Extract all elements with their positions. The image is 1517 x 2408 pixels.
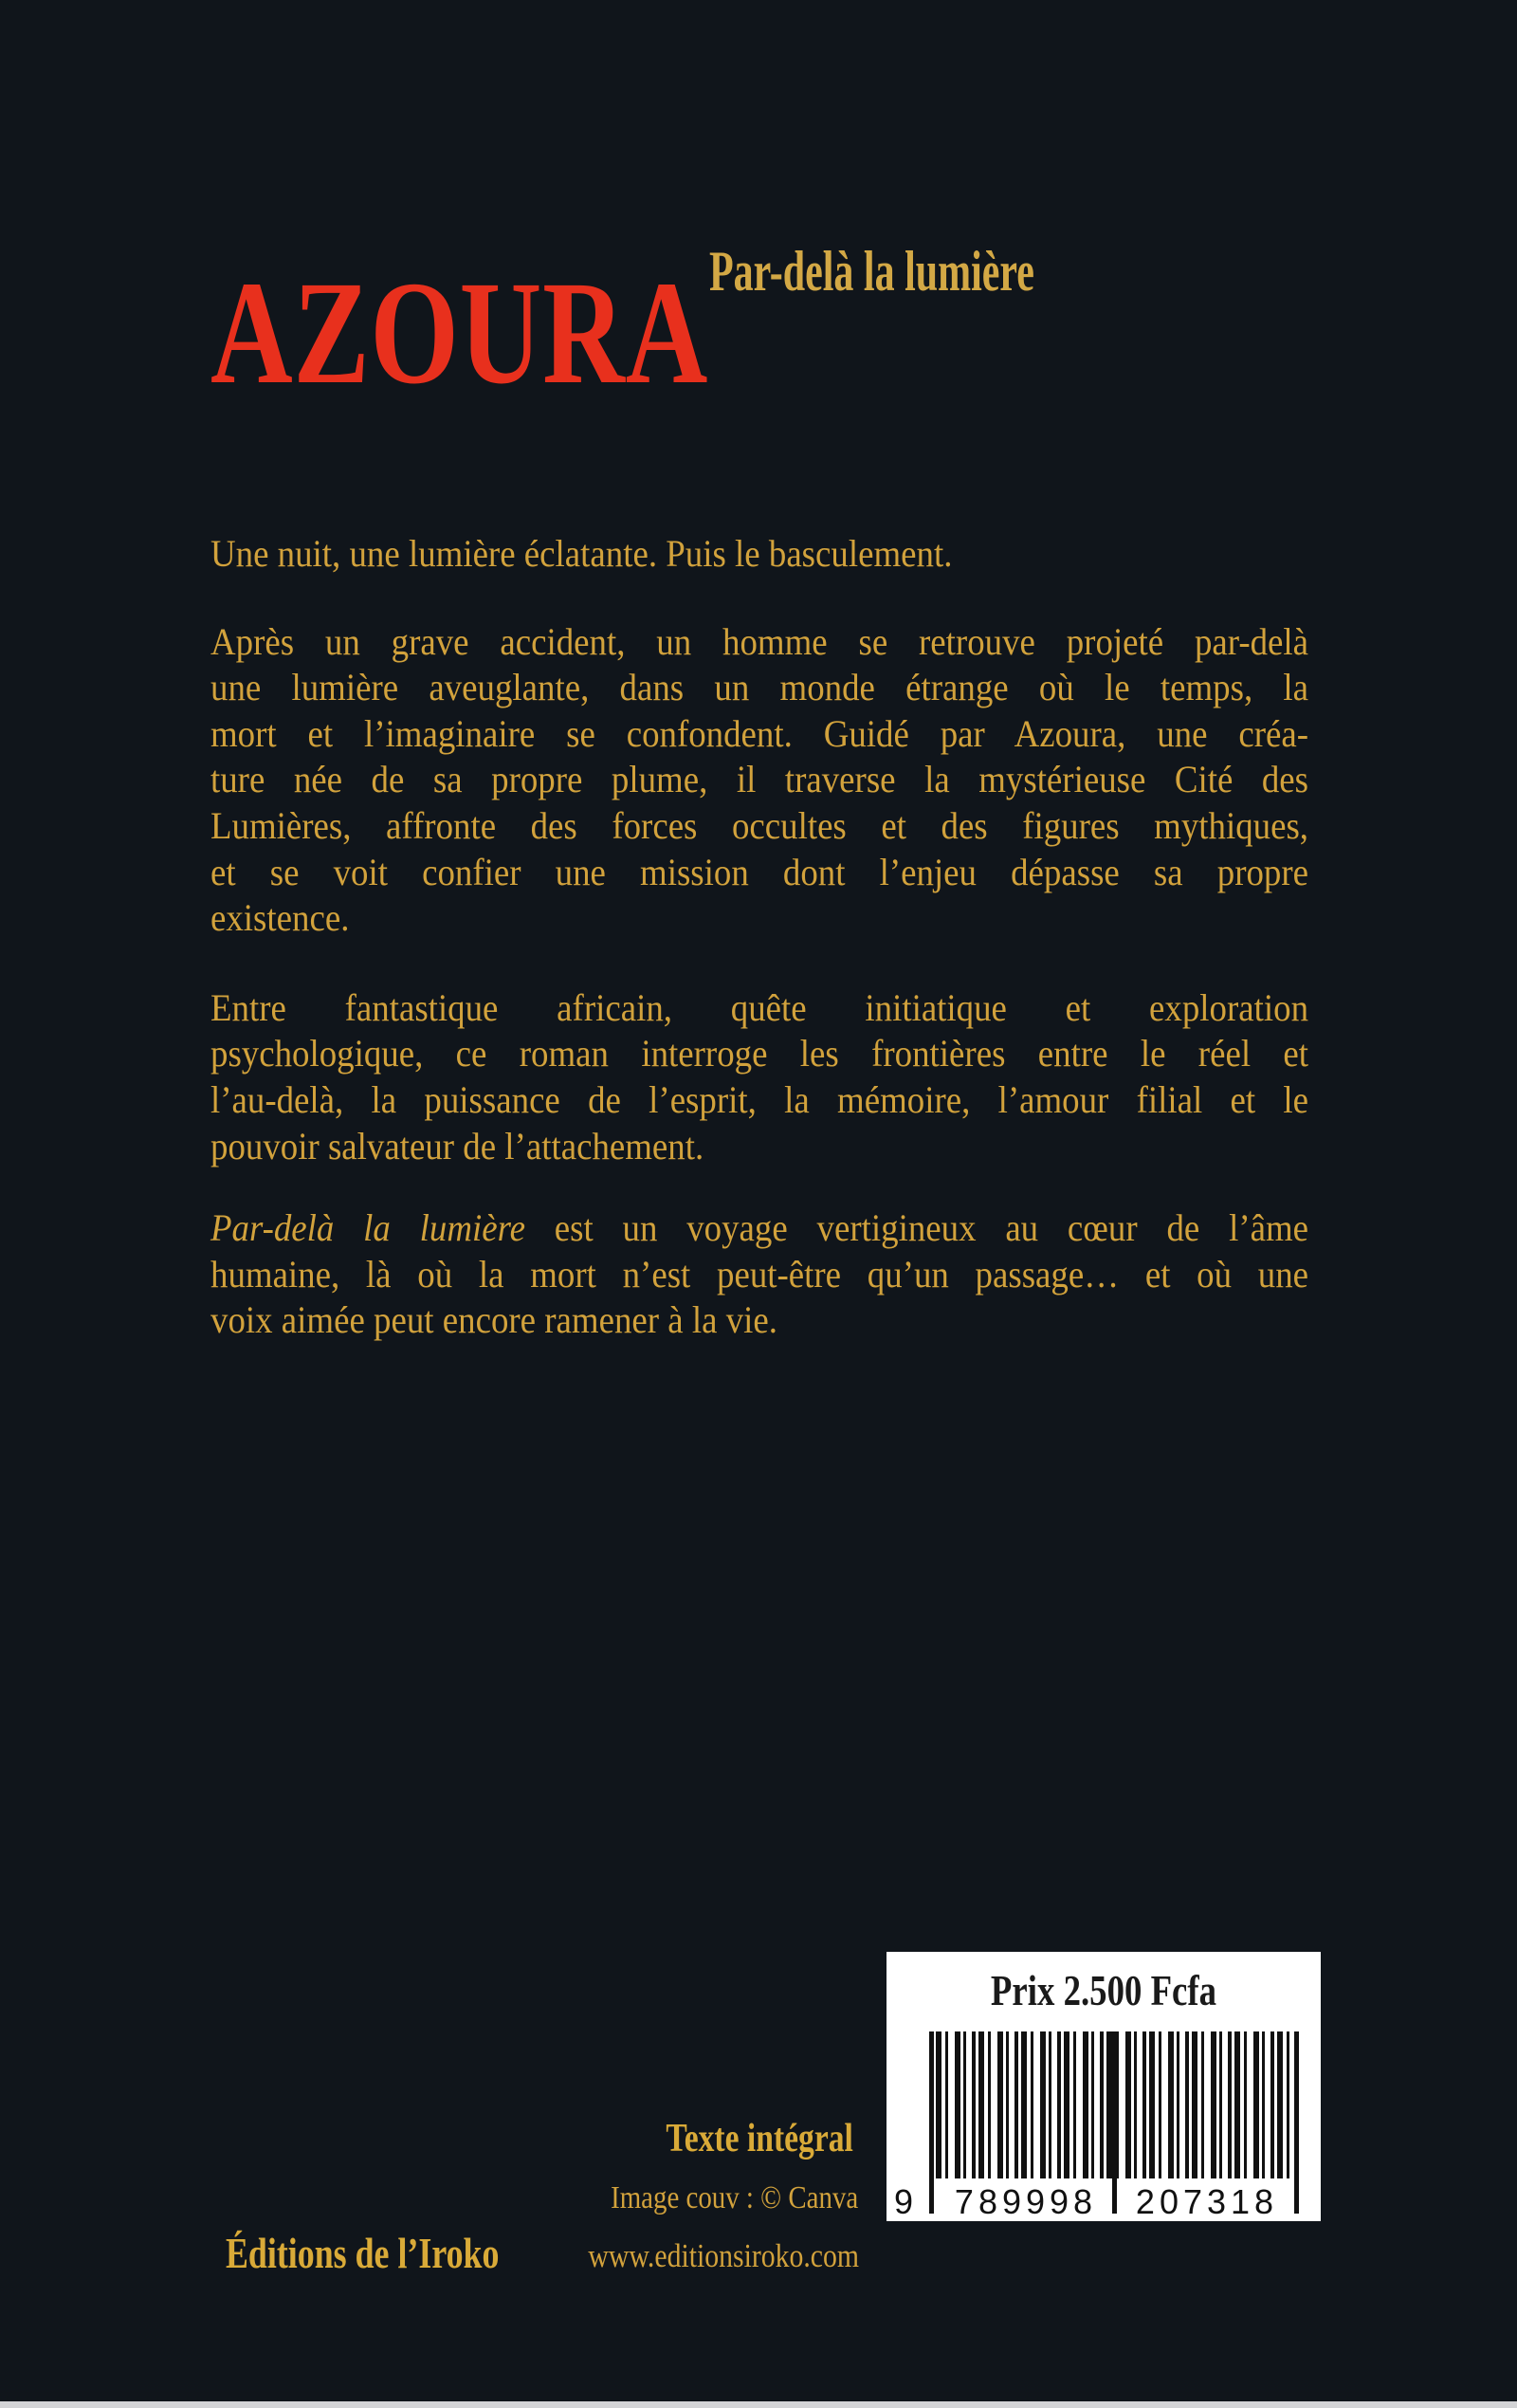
- synopsis-line: existence.: [210, 896, 350, 940]
- bottom-edge-strip: [0, 2401, 1517, 2408]
- synopsis-title-mention: Par-delà la lumière: [210, 1206, 525, 1250]
- synopsis-paragraph-2: [210, 619, 1308, 942]
- synopsis-paragraph-4: [210, 1205, 1308, 1344]
- synopsis-line: Après un grave accident, un homme se retrouve projeté par-delà: [210, 619, 1309, 663]
- cover-image-credit: Image couv : © Canva: [610, 2180, 858, 2215]
- synopsis-line: mort et l’imaginaire se confondent. Guidé par Azoura, une créa-: [210, 711, 1309, 755]
- book-subtitle: [709, 240, 1174, 303]
- barcode-digit-system: 9: [894, 2182, 914, 2221]
- barcode-digit-group-2: 207318: [1135, 2182, 1279, 2221]
- publisher-website: www.editionsiroko.com: [588, 2237, 859, 2274]
- synopsis-line-text: est un voyage vertigineux au cœur de l’âme: [524, 1206, 1309, 1250]
- texte-integral-label: Texte intégral: [666, 2117, 853, 2160]
- book-subtitle-text: Par-delà la lumière: [709, 240, 1034, 303]
- book-title-text: AZOURA: [210, 249, 709, 414]
- synopsis-paragraph-1: [210, 531, 1308, 578]
- synopsis-line: [210, 1205, 1308, 1252]
- barcode-number: [886, 2182, 1321, 2220]
- price-label: Prix 2.500 Fcfa: [990, 1966, 1217, 2014]
- synopsis: [210, 531, 1308, 1344]
- synopsis-line: ture née de sa propre plume, il traverse la mystérieuse Cité des: [210, 758, 1309, 801]
- synopsis-line: voix aimée peut encore ramener à la vie.: [210, 1298, 777, 1342]
- publisher-name: Éditions de l’Iroko: [226, 2229, 500, 2277]
- synopsis-line: psychologique, ce roman interroge les frontières entre le réel et: [210, 1032, 1309, 1075]
- synopsis-line: l’au-delà, la puissance de l’esprit, la mémoire, l’amour filial et le: [210, 1077, 1309, 1121]
- synopsis-line: humaine, là où la mort n’est peut-être qu’un passage… et où une: [210, 1252, 1309, 1296]
- synopsis-line: pouvoir salvateur de l’attachement.: [210, 1124, 704, 1167]
- synopsis-line: Une nuit, une lumière éclatante. Puis le basculement.: [210, 532, 953, 575]
- synopsis-line: une lumière aveuglante, dans un monde étrange où le temps, la: [210, 666, 1309, 709]
- synopsis-line: Entre fantastique africain, quête initiatique et exploration: [210, 985, 1309, 1029]
- synopsis-line: Lumières, affronte des forces occultes et des figures mythiques,: [210, 803, 1309, 847]
- barcode-panel: [886, 1952, 1321, 2221]
- synopsis-line: et se voit confier une mission dont l’enjeu dépasse sa propre: [210, 850, 1309, 893]
- barcode-digit-group-1: 789998: [954, 2182, 1098, 2221]
- synopsis-paragraph-3: [210, 985, 1308, 1169]
